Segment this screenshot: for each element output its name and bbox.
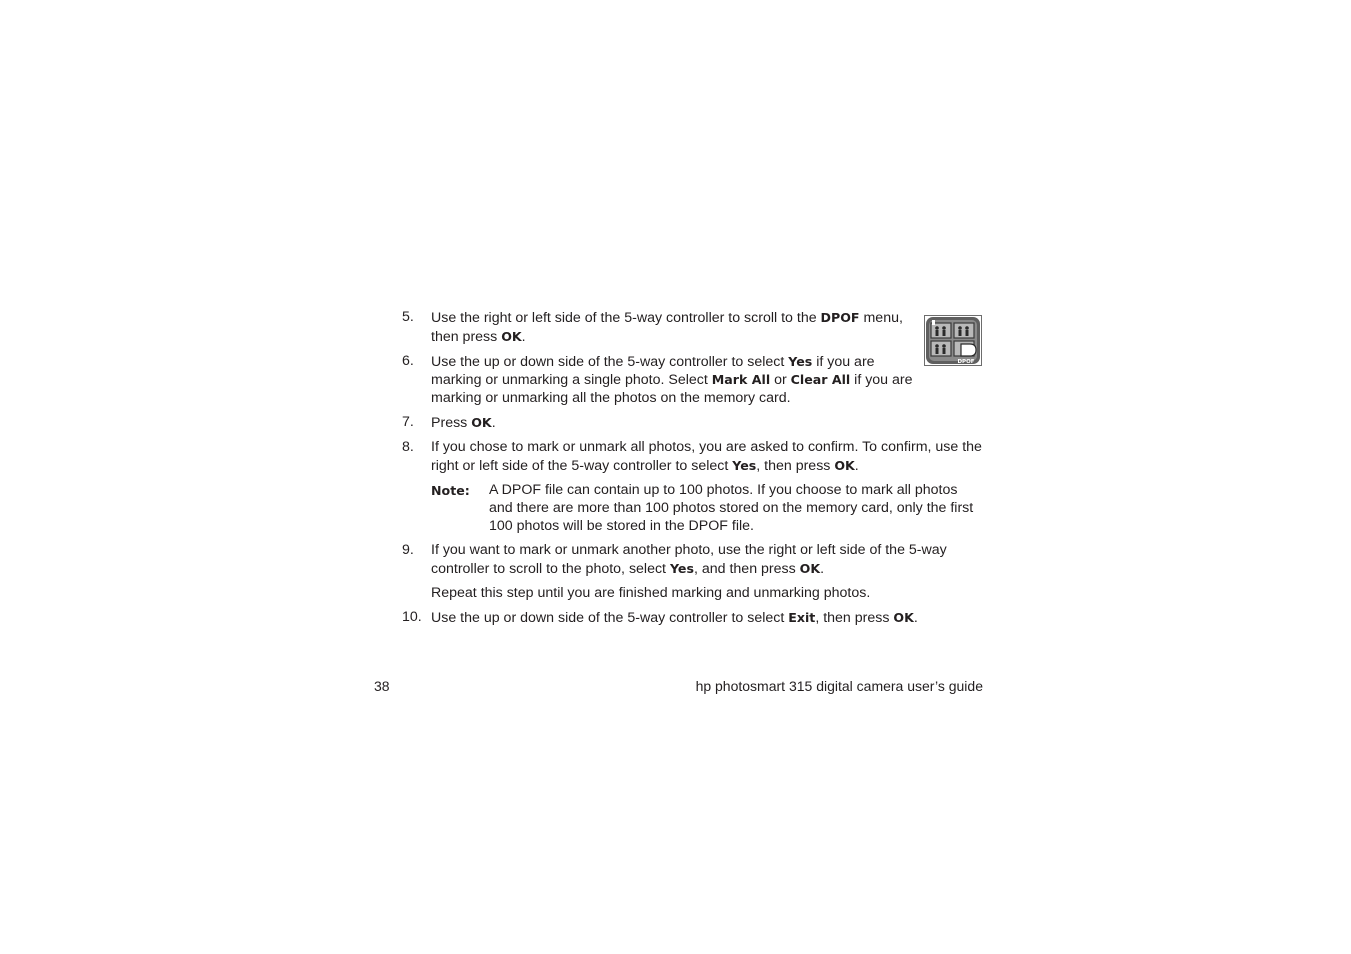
instruction-list: [402, 309, 984, 634]
button-name: OK: [834, 457, 855, 473]
guide-title: hp photosmart 315 digital camera user’s guide: [695, 678, 983, 694]
step-5: [402, 309, 984, 347]
step-number: 8.: [402, 438, 414, 455]
option-name: Yes: [732, 457, 757, 473]
step-text: Use the up or down side of the 5-way controller to select: [431, 610, 789, 627]
step-7: [402, 414, 984, 433]
note-text: A DPOF file can contain up to 100 photos. If you choose to mark all photos and there are more than 100 photos stored on the memory card, only the first 100 photos will be stored in the DPOF file.: [489, 482, 974, 534]
button-name: OK: [471, 414, 492, 430]
option-name: Yes: [669, 560, 694, 576]
step-text: .: [521, 328, 526, 345]
step-text: , and then press: [693, 560, 800, 577]
step-text: , then press: [756, 457, 835, 474]
step-text: Use the up or down side of the 5-way controller to select: [431, 353, 789, 370]
step-text: menu, then press: [431, 310, 903, 345]
step-number: 10.: [402, 609, 422, 626]
dpof-icon-label: DPOF: [957, 359, 975, 365]
step-text: Press: [431, 414, 472, 431]
option-name: Clear All: [790, 372, 851, 388]
button-name: OK: [799, 560, 821, 576]
step-8: [402, 439, 984, 536]
option-name: Mark All: [711, 372, 771, 388]
step-text: .: [491, 414, 496, 431]
step-6: [402, 353, 984, 408]
step-text: or: [770, 372, 791, 389]
step-number: 9.: [402, 541, 414, 558]
step-text: .: [913, 610, 918, 627]
note-block: [431, 482, 984, 535]
step-9: [402, 542, 984, 603]
step-text: , then press: [815, 610, 894, 627]
step-text: If you want to mark or unmark another photo, use the right or left side of the 5-way controller to scroll to the photo, select: [431, 541, 947, 577]
step-number: 5.: [402, 309, 414, 325]
step-text: Use the right or left side of the 5-way controller to scroll to the: [431, 310, 821, 326]
option-name: Yes: [788, 353, 813, 369]
step-text: If you chose to mark or unmark all photos, you are asked to confirm. To confirm, use the right or left side of the 5-way controller to select: [431, 438, 982, 474]
step-text: .: [854, 457, 859, 474]
step-number: 6.: [402, 352, 414, 369]
page-number: 38: [374, 678, 390, 694]
step-number: 7.: [402, 413, 414, 430]
option-name: Exit: [788, 610, 816, 626]
note-label: Note:: [431, 483, 470, 499]
step-text: if you are marking or unmarking all the photos on the memory card.: [431, 372, 913, 407]
dpof-menu-icon: [924, 315, 982, 366]
step-10: [402, 609, 984, 628]
menu-name: DPOF: [820, 310, 860, 325]
button-name: OK: [501, 328, 522, 344]
step-text: if you are marking or unmarking a single photo. Select: [431, 353, 875, 389]
button-name: OK: [893, 610, 914, 626]
step-text: .: [820, 560, 825, 577]
step-followup: Repeat this step until you are finished marking and unmarking photos.: [431, 585, 871, 602]
